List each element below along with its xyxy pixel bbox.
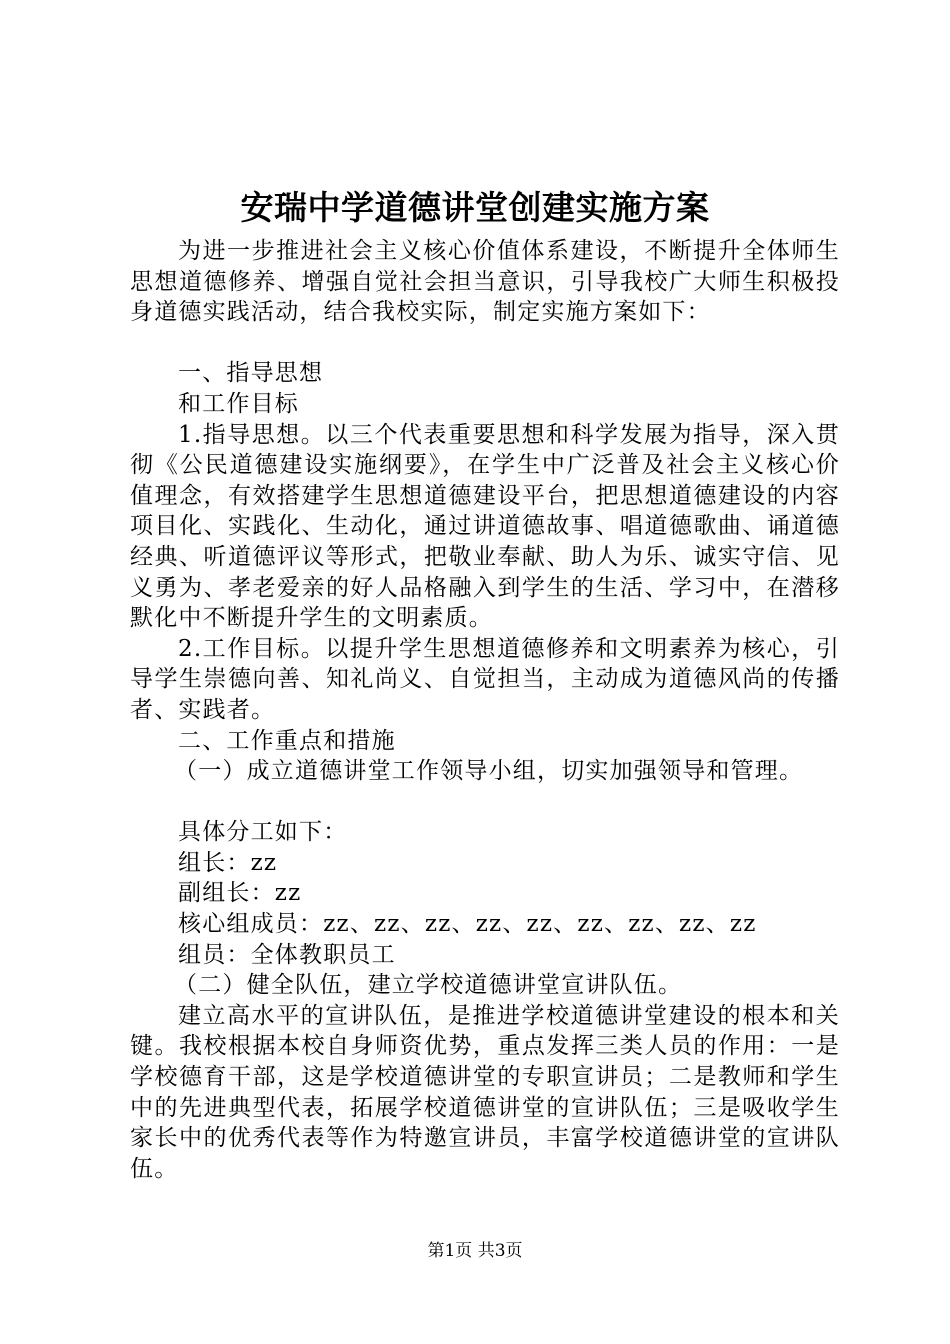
section-heading-key-measures: 二、工作重点和措施	[178, 727, 396, 754]
section-subheading-work-goals: 和工作目标	[178, 390, 299, 417]
lecture-team-detail: 建立高水平的宣讲队伍，是推进学校道德讲堂建设的根本和关键。我校根据本校自身师资优势，重点发挥三类人员的作用：一是学校德育干部，这是学校道德讲堂的专职宣讲员；二是教师和学生中的先进典型代表，拓展学校道德讲堂的宣讲队伍；三是吸收学生家长中的优秀代表等作为特邀宣讲员，丰富学校道德讲堂的宣讲队伍。	[130, 1002, 840, 1182]
group-leader: 组长：zz	[178, 849, 278, 876]
blank-line	[130, 787, 840, 818]
measure-leadership-group: （一）成立道德讲堂工作领导小组，切实加强领导和管理。	[174, 758, 804, 785]
core-group-members: 核心组成员：zz、zz、zz、zz、zz、zz、zz、zz、zz	[178, 911, 757, 938]
item-guiding-thought: 1.指导思想。以三个代表重要思想和科学发展为指导，深入贯彻《公民道德建设实施纲要》，在学生中广泛普及社会主义核心价值理念，有效搭建学生思想道德建设平台，把思想道德建设的内容项目化、实践化、生动化，通过讲道德故事、唱道德歌曲、诵道德经典、听道德评议等形式，把敬业奉献、助人为乐、诚实守信、见义勇为、孝老爱亲的好人品格融入到学生的生活、学习中，在潜移默化中不断提升学生的文明素质。	[130, 421, 840, 632]
section-heading-guiding-thought: 一、指导思想	[178, 360, 324, 387]
measure-lecture-team: （二）健全队伍，建立学校道德讲堂宣讲队伍。	[174, 972, 683, 999]
intro-paragraph: 为进一步推进社会主义核心价值体系建设，不断提升全体师生思想道德修养、增强自觉社会担当意识，引导我校广大师生积极投身道德实践活动，结合我校实际，制定实施方案如下：	[130, 238, 840, 326]
document-body	[130, 236, 840, 1184]
item-work-goals: 2.工作目标。以提升学生思想道德修养和文明素养为核心，引导学生崇德向善、知礼尚义、自觉担当，主动成为道德风尚的传播者、实践者。	[130, 635, 840, 723]
division-intro: 具体分工如下：	[178, 819, 348, 846]
document-title: 安瑞中学道德讲堂创建实施方案	[240, 188, 710, 227]
page-footer: 第1页 共3页	[427, 1241, 523, 1261]
blank-line	[130, 328, 840, 359]
deputy-group-leader: 副组长：zz	[178, 880, 302, 907]
group-members: 组员：全体教职员工	[178, 941, 396, 968]
